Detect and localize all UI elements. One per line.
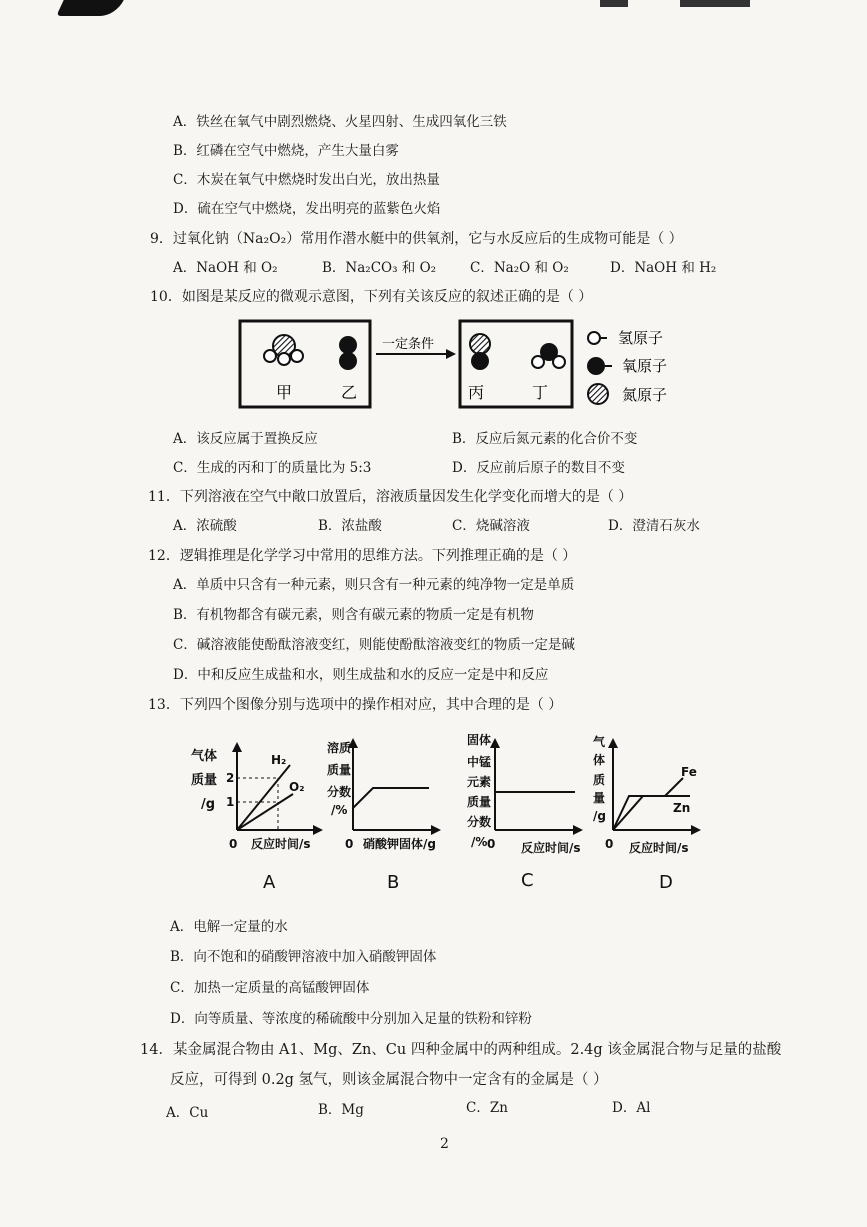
- q14-option-c: C．Zn: [466, 1100, 508, 1116]
- q9-option-a: A．NaOH 和 O₂: [173, 260, 278, 276]
- q12-option-a: A．单质中只含有一种元素，则只含有一种元素的纯净物一定是单质: [173, 577, 575, 593]
- hydrogen-atom: [264, 350, 276, 362]
- scan-mark: [680, 0, 750, 7]
- q9-option-b: B．Na₂CO₃ 和 O₂: [322, 260, 437, 276]
- graph-a: [191, 742, 323, 893]
- q12-stem: 12．逻辑推理是化学学习中常用的思维方法。下列推理正确的是（ ）: [148, 548, 577, 564]
- q9-stem: 9．过氧化钠（Na₂O₂）常用作潜水艇中的供氧剂，它与水反应后的生成物可能是（ ）: [150, 231, 683, 247]
- graph-a-tick-1: 1: [226, 795, 235, 809]
- graph-c-ylabel: 元素: [467, 775, 492, 789]
- q10-stem: 10．如图是某反应的微观示意图，下列有关该反应的叙述正确的是（ ）: [150, 289, 593, 305]
- graph-b-origin: 0: [345, 837, 354, 851]
- q11-option-b: B．浓盐酸: [318, 518, 382, 534]
- oxygen-atom: [471, 352, 489, 370]
- hydrogen-atom: [553, 356, 565, 368]
- q9-option-d: D．NaOH 和 H₂: [610, 260, 717, 276]
- q11-option-a: A．浓硫酸: [173, 518, 237, 534]
- hydrogen-atom: [291, 350, 303, 362]
- q11-option-c: C．烧碱溶液: [452, 518, 530, 534]
- graph-c-ylabel: 质量: [467, 795, 492, 809]
- q14-stem-line1: 14．某金属混合物由 A1、Mg、Zn、Cu 四种金属中的两种组成。2.4g 该金属混合物与足量的盐酸: [140, 1042, 782, 1058]
- q14-option-b: B．Mg: [318, 1102, 364, 1118]
- q10-option-c: C．生成的丙和丁的质量比为 5:3: [173, 460, 372, 476]
- graph-b-line: [353, 788, 429, 808]
- graph-c-ylabel: 分数: [467, 815, 492, 829]
- graph-a-series-h2: H₂: [271, 753, 287, 767]
- legend-hydrogen-icon: [588, 332, 600, 344]
- graph-d-ylabel: 质: [593, 773, 606, 787]
- q13-stem: 13．下列四个图像分别与选项中的操作相对应，其中合理的是（ ）: [148, 697, 563, 713]
- graph-a-tick-2: 2: [226, 771, 235, 785]
- graph-a-letter: A: [263, 872, 276, 893]
- graph-c-xlabel: 反应时间/s: [521, 841, 581, 855]
- arrowhead: [446, 349, 456, 359]
- label-ding: 丁: [532, 383, 549, 402]
- graph-a-line-o2: [237, 794, 293, 830]
- q13-option-a: A．电解一定量的水: [170, 919, 288, 935]
- graph-a-ylabel: 气体: [191, 749, 218, 764]
- q12-option-d: D．中和反应生成盐和水，则生成盐和水的反应一定是中和反应: [173, 667, 549, 683]
- graph-b: [327, 738, 441, 893]
- graph-b-ylabel: 分数: [327, 785, 352, 799]
- graph-d-series-fe: Fe: [681, 765, 697, 779]
- q8-option-b: B．红磷在空气中燃烧，产生大量白雾: [173, 143, 399, 159]
- scan-mark: [600, 0, 628, 7]
- reaction-diagram: [236, 316, 686, 414]
- q13-option-b: B．向不饱和的硝酸钾溶液中加入硝酸钾固体: [170, 949, 437, 965]
- q14-option-a: A．Cu: [166, 1105, 209, 1121]
- graph-d: [593, 734, 701, 893]
- graph-c: [467, 732, 583, 891]
- q11-stem: 11．下列溶液在空气中敞口放置后，溶液质量因发生化学变化而增大的是（ ）: [148, 489, 633, 505]
- scan-blot: [56, 0, 123, 16]
- nitrogen-atom: [470, 334, 490, 354]
- q12-option-b: B．有机物都含有碳元素，则含有碳元素的物质一定是有机物: [173, 607, 534, 623]
- graph-a-xlabel: 反应时间/s: [251, 837, 311, 851]
- graph-c-ylabel: 中锰: [467, 755, 492, 769]
- q13-option-d: D．向等质量、等浓度的稀硫酸中分别加入足量的铁粉和锌粉: [170, 1011, 532, 1027]
- label-jia: 甲: [276, 383, 293, 402]
- graph-a-ylabel: 质量: [191, 773, 218, 788]
- q12-option-c: C．碱溶液能使酚酞溶液变红，则能使酚酞溶液变红的物质一定是碱: [173, 637, 575, 653]
- legend-oxygen: 氧原子: [622, 357, 668, 375]
- q10-option-b: B．反应后氮元素的化合价不变: [452, 431, 638, 447]
- graph-b-xlabel: 硝酸钾固体/g: [363, 837, 436, 851]
- graph-a-ylabel: /g: [201, 797, 216, 812]
- graph-d-ylabel: 体: [593, 753, 606, 767]
- graph-a-series-o2: O₂: [289, 780, 305, 794]
- graph-d-ylabel: 量: [593, 791, 606, 805]
- page-number: 2: [440, 1136, 449, 1152]
- graph-a-origin: 0: [229, 837, 238, 851]
- q11-option-d: D．澄清石灰水: [608, 518, 700, 534]
- reaction-condition: 一定条件: [382, 337, 435, 352]
- legend-nitrogen: 氮原子: [622, 386, 668, 404]
- q8-option-c: C．木炭在氧气中燃烧时发出白光，放出热量: [173, 172, 440, 188]
- q9-option-c: C．Na₂O 和 O₂: [470, 260, 569, 276]
- oxygen-atom: [339, 352, 357, 370]
- graph-c-ylabel: /%: [471, 835, 488, 849]
- oxygen-atom: [339, 336, 357, 354]
- q8-option-d: D．硫在空气中燃烧，发出明亮的蓝紫色火焰: [173, 201, 441, 217]
- graph-c-letter: C: [521, 870, 534, 891]
- graph-d-xlabel: 反应时间/s: [629, 841, 689, 855]
- q13-graphs: [185, 730, 715, 895]
- legend-oxygen-icon: [587, 357, 605, 375]
- graph-d-letter: D: [659, 872, 673, 893]
- graph-b-ylabel: 质量: [327, 763, 352, 777]
- graph-b-ylabel: 溶质: [327, 741, 352, 755]
- label-yi: 乙: [341, 383, 358, 402]
- legend-hydrogen: 氢原子: [618, 329, 664, 347]
- graph-d-series-zn: Zn: [673, 801, 691, 815]
- graph-c-ylabel: 固体: [467, 733, 492, 747]
- q14-stem-line2: 反应，可得到 0.2g 氢气，则该金属混合物中一定含有的金属是（ ）: [170, 1072, 608, 1088]
- q10-option-a: A．该反应属于置换反应: [173, 431, 318, 447]
- graph-b-ylabel: /%: [331, 803, 348, 817]
- graph-c-origin: 0: [487, 837, 496, 851]
- label-bing: 丙: [468, 383, 485, 402]
- graph-a-line-h2: [237, 765, 290, 830]
- hydrogen-atom: [532, 356, 544, 368]
- q14-option-d: D．Al: [612, 1100, 651, 1116]
- legend-nitrogen-icon: [588, 384, 608, 404]
- graph-b-letter: B: [387, 872, 400, 893]
- q10-option-d: D．反应前后原子的数目不变: [452, 460, 625, 476]
- q8-option-a: A．铁丝在氧气中剧烈燃烧、火星四射、生成四氧化三铁: [173, 114, 507, 130]
- graph-d-origin: 0: [605, 837, 614, 851]
- graph-d-ylabel: 气: [593, 735, 606, 749]
- graph-d-ylabel: /g: [593, 809, 606, 823]
- q13-option-c: C．加热一定质量的高锰酸钾固体: [170, 980, 370, 996]
- hydrogen-atom: [278, 353, 290, 365]
